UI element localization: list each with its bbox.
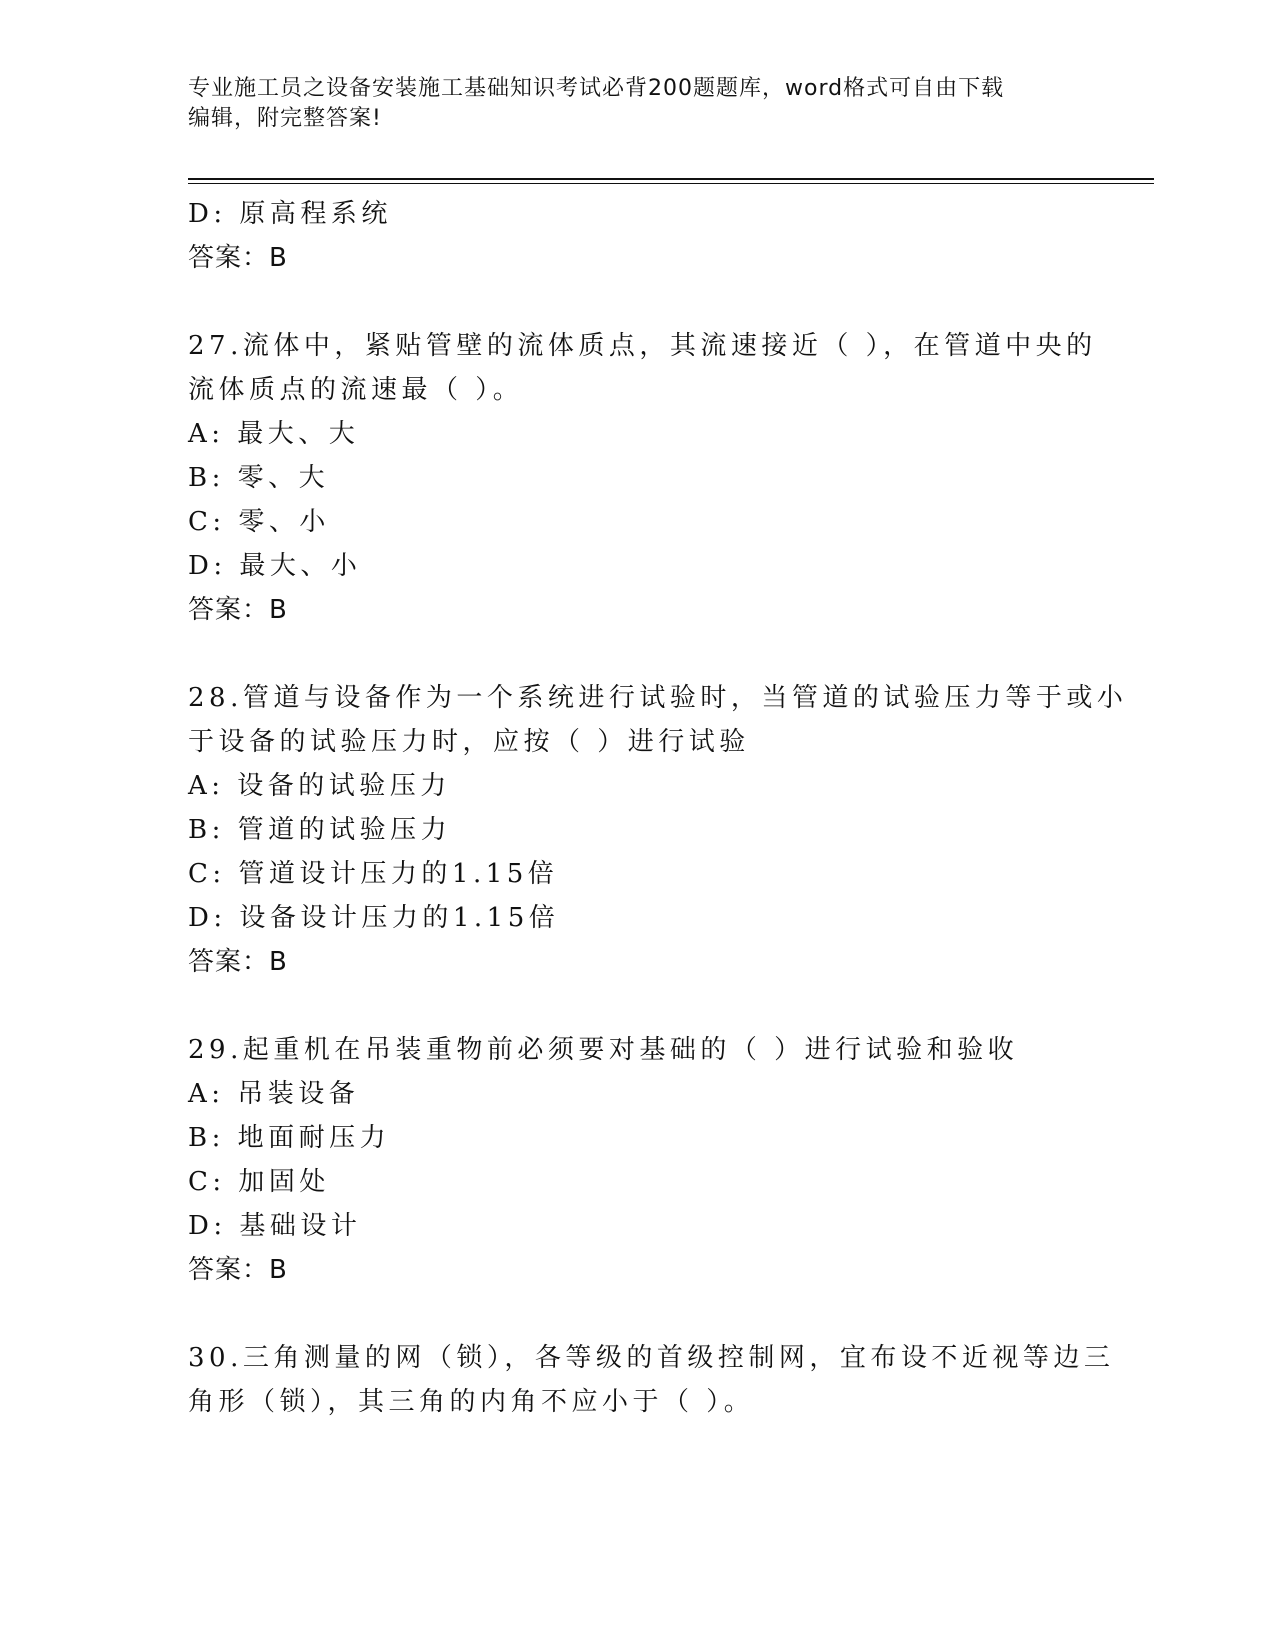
question-stem-line-2: 于设备的试验压力时，应按（ ）进行试验	[188, 727, 750, 757]
question-stem-line-1: 29.起重机在吊装重物前必须要对基础的（ ）进行试验和验收	[188, 1035, 1019, 1065]
question-stem-line-1: 30.三角测量的网（锁），各等级的首级控制网，宜布设不近视等边三	[188, 1343, 1115, 1373]
header-divider-thick	[188, 178, 1154, 180]
option-d: D: 最大、小	[188, 551, 362, 581]
option-b: B: 零、大	[188, 463, 330, 493]
header-text	[188, 74, 1088, 134]
question-stem-line-1: 27.流体中，紧贴管壁的流体质点，其流速接近（ ），在管道中央的	[188, 331, 1097, 361]
answer: 答案：B	[188, 947, 288, 977]
header-divider-thin	[188, 183, 1154, 184]
option-c: C: 零、小	[188, 507, 330, 537]
option-a: A: 吊装设备	[188, 1079, 360, 1109]
header-line-1: 专业施工员之设备安装施工基础知识考试必背200题题库，word格式可自由下载	[188, 76, 1005, 101]
option-d: D: 设备设计压力的1.15倍	[188, 903, 560, 933]
question-stem-line-2: 角形（锁），其三角的内角不应小于（ ）。	[188, 1387, 755, 1417]
option-a: A: 设备的试验压力	[188, 771, 451, 801]
question-stem-line-1: 28.管道与设备作为一个系统进行试验时，当管道的试验压力等于或小	[188, 683, 1128, 713]
option-a: A: 最大、大	[188, 419, 360, 449]
option-b: B: 地面耐压力	[188, 1123, 391, 1153]
option-d: D: 原高程系统	[188, 199, 392, 229]
answer: 答案：B	[188, 1255, 288, 1285]
option-c: C: 管道设计压力的1.15倍	[188, 859, 559, 889]
option-d: D: 基础设计	[188, 1211, 362, 1241]
question-stem-line-2: 流体质点的流速最（ ）。	[188, 375, 524, 405]
answer: 答案：B	[188, 243, 288, 273]
option-b: B: 管道的试验压力	[188, 815, 452, 845]
option-c: C: 加固处	[188, 1167, 330, 1197]
header-line-2: 编辑，附完整答案!	[188, 106, 382, 131]
answer: 答案：B	[188, 595, 288, 625]
